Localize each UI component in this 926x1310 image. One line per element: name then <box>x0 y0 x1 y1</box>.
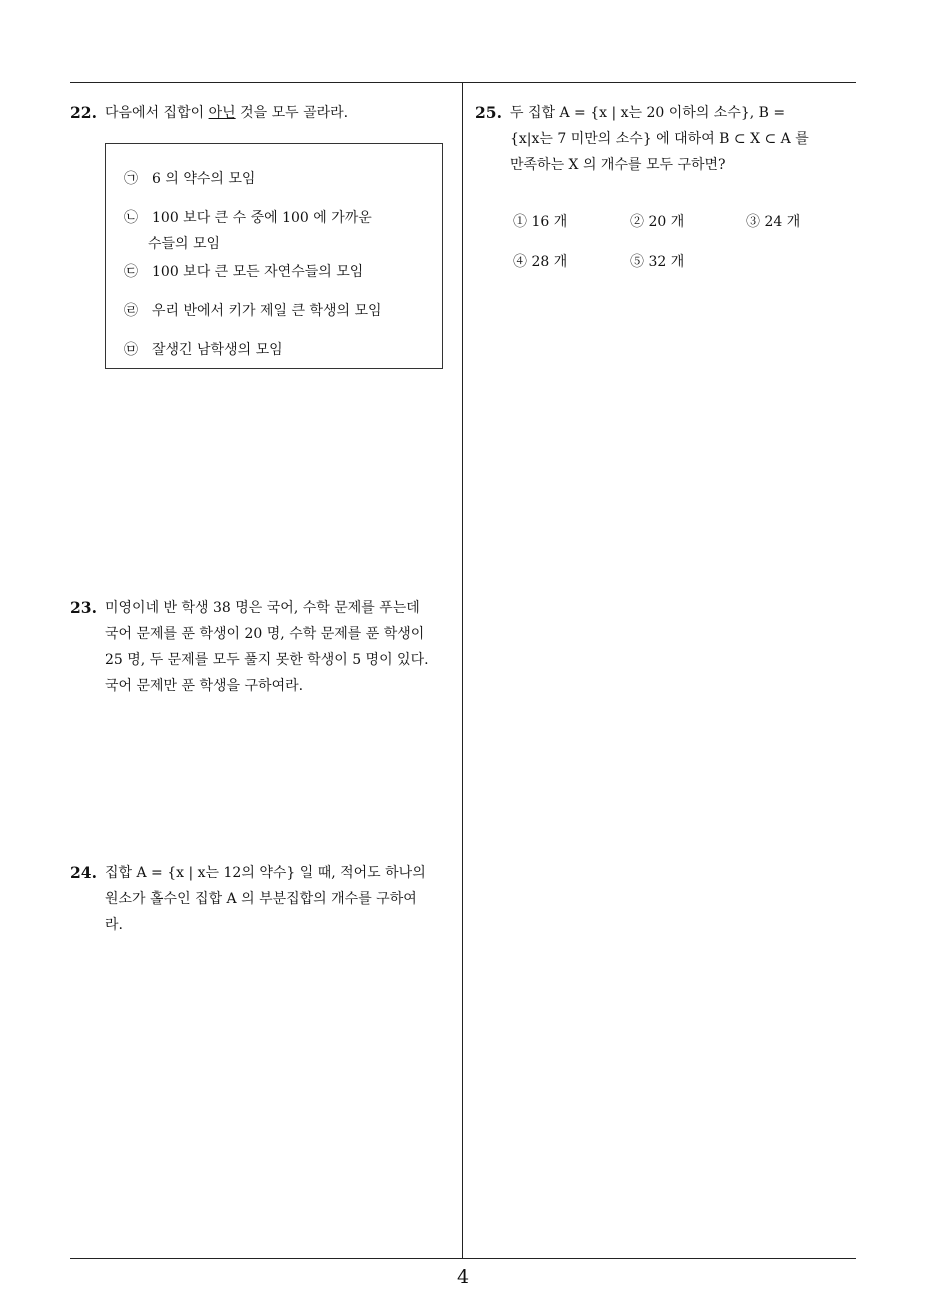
item-text: 우리 반에서 키가 제일 큰 학생의 모임 <box>152 303 382 319</box>
item-text: 잘생긴 남학생의 모임 <box>152 342 283 358</box>
question-line: 두 집합 A = {x | x는 20 이하의 소수}, B = <box>510 105 786 121</box>
choice-marker: ① <box>513 214 527 230</box>
question-23 <box>70 595 456 699</box>
question-line: {x|x는 7 미만의 소수} 에 대하여 B ⊂ X ⊂ A 를 <box>510 131 809 147</box>
question-line: 집합 A = {x | x는 12의 약수} 일 때, 적어도 하나의 <box>105 865 426 881</box>
item-marker: ㉤ <box>124 342 138 358</box>
item-marker: ㉡ <box>124 210 138 226</box>
question-text <box>105 100 456 126</box>
choice-text: 28 개 <box>531 254 568 270</box>
box-item-1 <box>124 166 255 192</box>
choice-marker: ③ <box>746 214 760 230</box>
item-text: 100 보다 큰 수 중에 100 에 가까운 <box>152 210 372 226</box>
page-number: 4 <box>456 1266 470 1288</box>
choice-text: 24 개 <box>764 214 801 230</box>
question-line: 미영이네 반 학생 38 명은 국어, 수학 문제를 푸는데 <box>105 600 420 616</box>
question-25 <box>475 100 861 178</box>
question-line: 25 명, 두 문제를 모두 풀지 못한 학생이 5 명이 있다. <box>105 652 429 668</box>
question-number: 24. <box>70 863 97 882</box>
header-rule <box>70 82 856 83</box>
question-text-part: 다음에서 집합이 <box>105 105 209 121</box>
choice-text: 20 개 <box>648 214 685 230</box>
question-24 <box>70 860 456 938</box>
choice-marker: ⑤ <box>630 254 644 270</box>
underlined-word: 아닌 <box>208 105 236 121</box>
question-line: 국어 문제를 푼 학생이 20 명, 수학 문제를 푼 학생이 <box>105 626 425 642</box>
box-item-4 <box>124 298 382 324</box>
box-item-3 <box>124 259 363 285</box>
item-text-continued: 수들의 모임 <box>148 236 221 252</box>
choice-marker: ② <box>630 214 644 230</box>
choice-2[interactable] <box>630 210 684 234</box>
choice-4[interactable] <box>513 250 567 274</box>
question-line: 만족하는 X 의 개수를 모두 구하면? <box>510 157 726 173</box>
item-marker: ㉢ <box>124 264 138 280</box>
choice-text: 32 개 <box>648 254 685 270</box>
item-marker: ㉠ <box>124 171 138 187</box>
choice-3[interactable] <box>746 210 800 234</box>
item-box <box>105 143 443 369</box>
choice-1[interactable] <box>513 210 567 234</box>
item-text: 100 보다 큰 모든 자연수들의 모임 <box>152 264 364 280</box>
question-text <box>105 860 456 938</box>
footer-rule <box>70 1258 856 1259</box>
question-text-part: 것을 모두 골라라. <box>235 105 349 121</box>
question-text <box>105 595 456 699</box>
question-number: 22. <box>70 103 97 122</box>
question-text <box>510 100 861 178</box>
choice-text: 16 개 <box>531 214 568 230</box>
box-item-5 <box>124 337 283 363</box>
item-marker: ㉣ <box>124 303 138 319</box>
question-number: 25. <box>475 103 502 122</box>
choice-marker: ④ <box>513 254 527 270</box>
question-line: 라. <box>105 917 123 933</box>
question-line: 국어 문제만 푼 학생을 구하여라. <box>105 678 304 694</box>
column-divider <box>462 82 463 1258</box>
question-number: 23. <box>70 598 97 617</box>
box-item-2 <box>124 205 372 257</box>
item-text: 6 의 약수의 모임 <box>152 171 256 187</box>
question-line: 원소가 홀수인 집합 A 의 부분집합의 개수를 구하여 <box>105 891 417 907</box>
question-22 <box>70 100 456 126</box>
choice-5[interactable] <box>630 250 684 274</box>
